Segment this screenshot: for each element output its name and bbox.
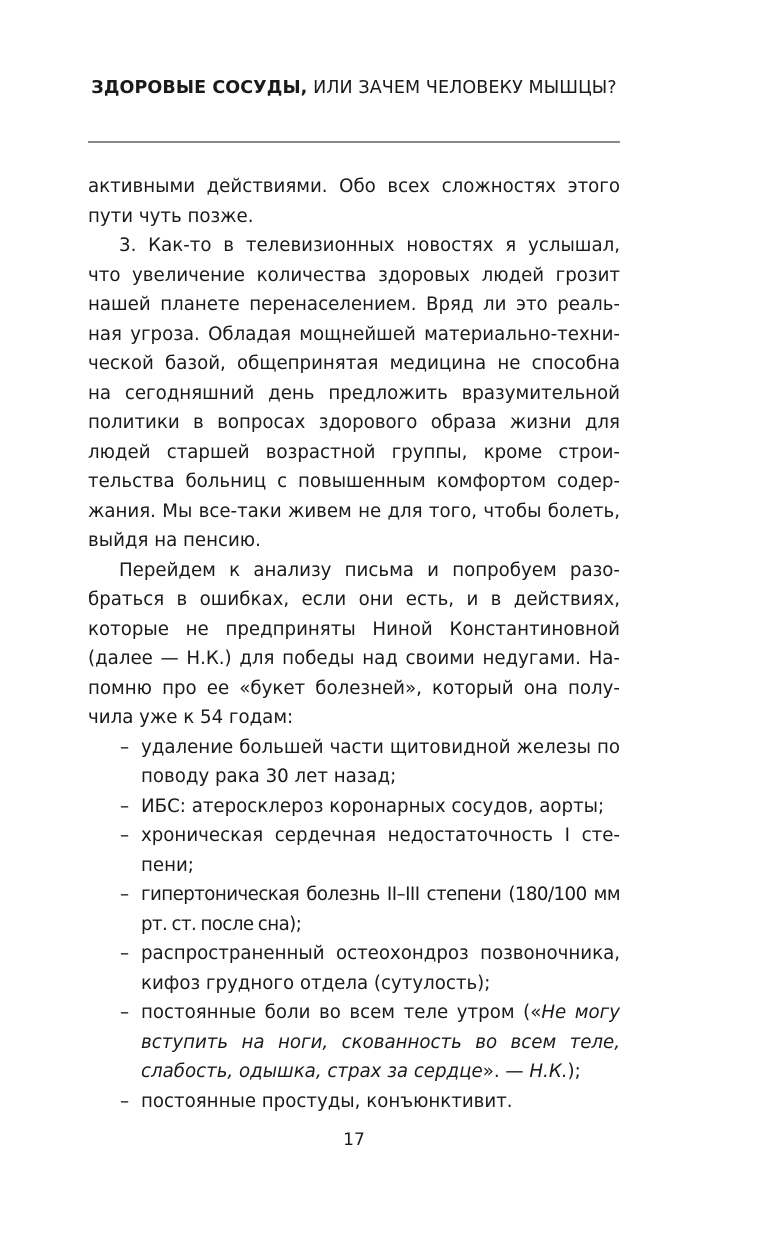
list-dash: – xyxy=(120,825,130,846)
list-item xyxy=(88,939,620,998)
list-dash: – xyxy=(120,1090,130,1112)
list-item xyxy=(88,821,620,880)
list-item-text: хроническая сердечная недостаточность I степени; xyxy=(141,825,620,876)
list-item-text: распространенный остеохондроз позвоночника, кифоз грудного отдела (сутулость); xyxy=(141,943,620,994)
paragraph-3: Перейдем к анализу письма и попробуем разобраться в ошибках, если они есть, и в действиях, которые не предприняты Ниной Константиновной (далее — Н.К.) для победы над своими недугами. Напомню про ее «букет болезней», который она получила уже к 54 годам: xyxy=(88,559,620,728)
list-item-text: удаление большей части щитовидной железы по поводу рака 30 лет назад; xyxy=(141,736,620,787)
body-text xyxy=(88,172,620,1116)
patient-quote: Не могу вступить на ноги, скованность во всем теле, слабость, одышка, страх за сердце xyxy=(141,1002,620,1082)
running-header xyxy=(88,78,620,98)
page-number: 17 xyxy=(343,1130,365,1150)
book-page xyxy=(88,0,620,1240)
list-dash: – xyxy=(120,884,130,905)
list-dash: – xyxy=(120,943,130,964)
list-item-text: ИБС: атеросклероз коронарных сосудов, аорты; xyxy=(141,795,605,817)
list-dash: – xyxy=(120,1002,130,1023)
header-divider xyxy=(88,141,620,143)
list-item-text: гипертоническая болезнь II–III степени (180/100 мм рт. ст. после сна); xyxy=(141,884,620,935)
list-item xyxy=(88,792,620,822)
list-item-text: постоянные простуды, конъюнктивит. xyxy=(141,1090,513,1112)
list-item-text: ». — xyxy=(482,1061,530,1082)
list-dash: – xyxy=(120,795,130,817)
disease-list xyxy=(88,733,620,1117)
paragraph-1: активными действиями. Обо всех сложностях этого пути чуть позже. xyxy=(88,176,620,227)
paragraph-2: 3. Как-то в телевизионных новостях я услышал, что увеличение количества здоровых людей грозит нашей планете перенаселением. Вряд ли это реальная угроза. Обладая мощнейшей материально-технической базой, общепринятая медицина не способна на сегодняшний день предложить вразумительной политики в вопросах здорового образа жизни для людей старшей возрастной группы, кроме строительства больниц с повышенным комфортом содержания. Мы все-таки живем не для того, чтобы болеть, выйдя на пенсию. xyxy=(88,235,620,551)
list-dash: – xyxy=(120,736,130,758)
list-item-text: ); xyxy=(567,1061,581,1082)
running-header-bold: ЗДОРОВЫЕ СОСУДЫ, xyxy=(91,78,308,98)
list-item xyxy=(88,1087,620,1117)
list-item xyxy=(88,733,620,792)
list-item xyxy=(88,998,620,1087)
running-header-rest: ИЛИ ЗАЧЕМ ЧЕЛОВЕКУ МЫШЦЫ? xyxy=(307,78,617,98)
list-item xyxy=(88,880,620,939)
quote-author: Н.К. xyxy=(529,1061,568,1082)
list-item-text: постоянные боли во всем теле утром (« xyxy=(141,1002,542,1023)
